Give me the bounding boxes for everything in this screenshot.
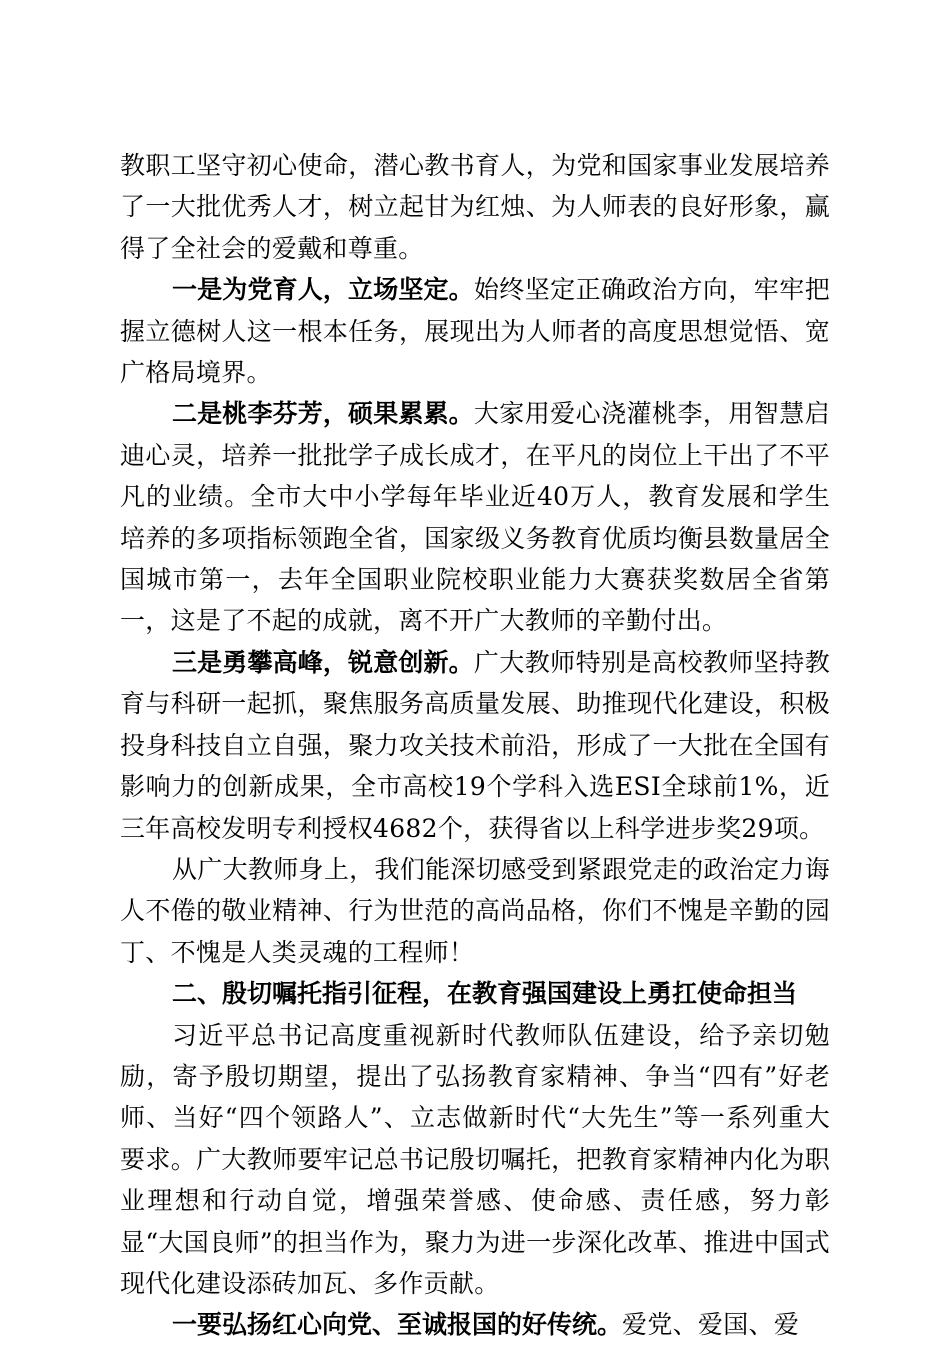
paragraph-lead: 二是桃李芬芳，硕果累累。 [172,399,474,429]
paragraph [120,1015,830,1305]
paragraph [120,145,830,269]
section-heading [120,973,830,1014]
paragraph-text: 从广大教师身上，我们能深切感受到紧跟党走的政治定力诲人不倦的敬业精神、行为世范的高尚品格，你们不愧是辛勤的园丁、不愧是人类灵魂的工程师！ [120,854,830,967]
paragraph [120,849,830,973]
paragraph-text: 爱党、爱国、爱 [622,1310,800,1340]
paragraph-lead: 三是勇攀高峰，锐意创新。 [172,647,474,677]
paragraph [120,1304,830,1345]
paragraph-lead: 一要弘扬红心向党、至诚报国的好传统。 [172,1310,623,1340]
paragraph [120,269,830,393]
paragraph [120,393,830,641]
paragraph-text: 习近平总书记高度重视新时代教师队伍建设，给予亲切勉励，寄予殷切期望，提出了弘扬教育家精神、争当“四有”好老师、当好“四个领路人”、立志做新时代“大先生”等一系列重大要求。广大教师要牢记总书记殷切嘱托，把教育家精神内化为职业理想和行动自觉，增强荣誉感、使命感、责任感，努力彰显“大国良师”的担当作为，聚力为进一步深化改革、推进中国式现代化建设添砖加瓦、多作贡献。 [120,1020,830,1298]
paragraph-text: 教职工坚守初心使命，潜心教书育人，为党和国家事业发展培养了一大批优秀人才，树立起甘为红烛、为人师表的良好形象，赢得了全社会的爱戴和尊重。 [120,151,830,263]
document-body [120,145,830,1346]
section-heading-text: 二、殷切嘱托指引征程，在教育强国建设上勇扛使命担当 [172,979,798,1009]
paragraph-lead: 一是为党育人，立场坚定。 [172,275,474,305]
paragraph [120,642,830,849]
paragraph-text: 始终坚定正确政治方向，牢牢把握立德树人这一根本任务，展现出为人师者的高度思想觉悟、宽广格局境界。 [120,275,830,388]
paragraph-text: 大家用爱心浇灌桃李，用智慧启迪心灵，培养一批批学子成长成才，在平凡的岗位上干出了不平凡的业绩。全市大中小学每年毕业近40万人，教育发展和学生培养的多项指标领跑全省，国家级义务教育优质均衡县数量居全国城市第一，去年全国职业院校职业能力大赛获奖数居全省第一，这是了不起的成就，离不开广大教师的辛勤付出。 [120,399,830,636]
paragraph-text: 广大教师特别是高校教师坚持教育与科研一起抓，聚焦服务高质量发展、助推现代化建设，积极投身科技自立自强，聚力攻关技术前沿，形成了一大批在全国有影响力的创新成果，全市高校19个学科入选ESI全球前1%，近三年高校发明专利授权4682个，获得省以上科学进步奖29项。 [120,647,830,843]
